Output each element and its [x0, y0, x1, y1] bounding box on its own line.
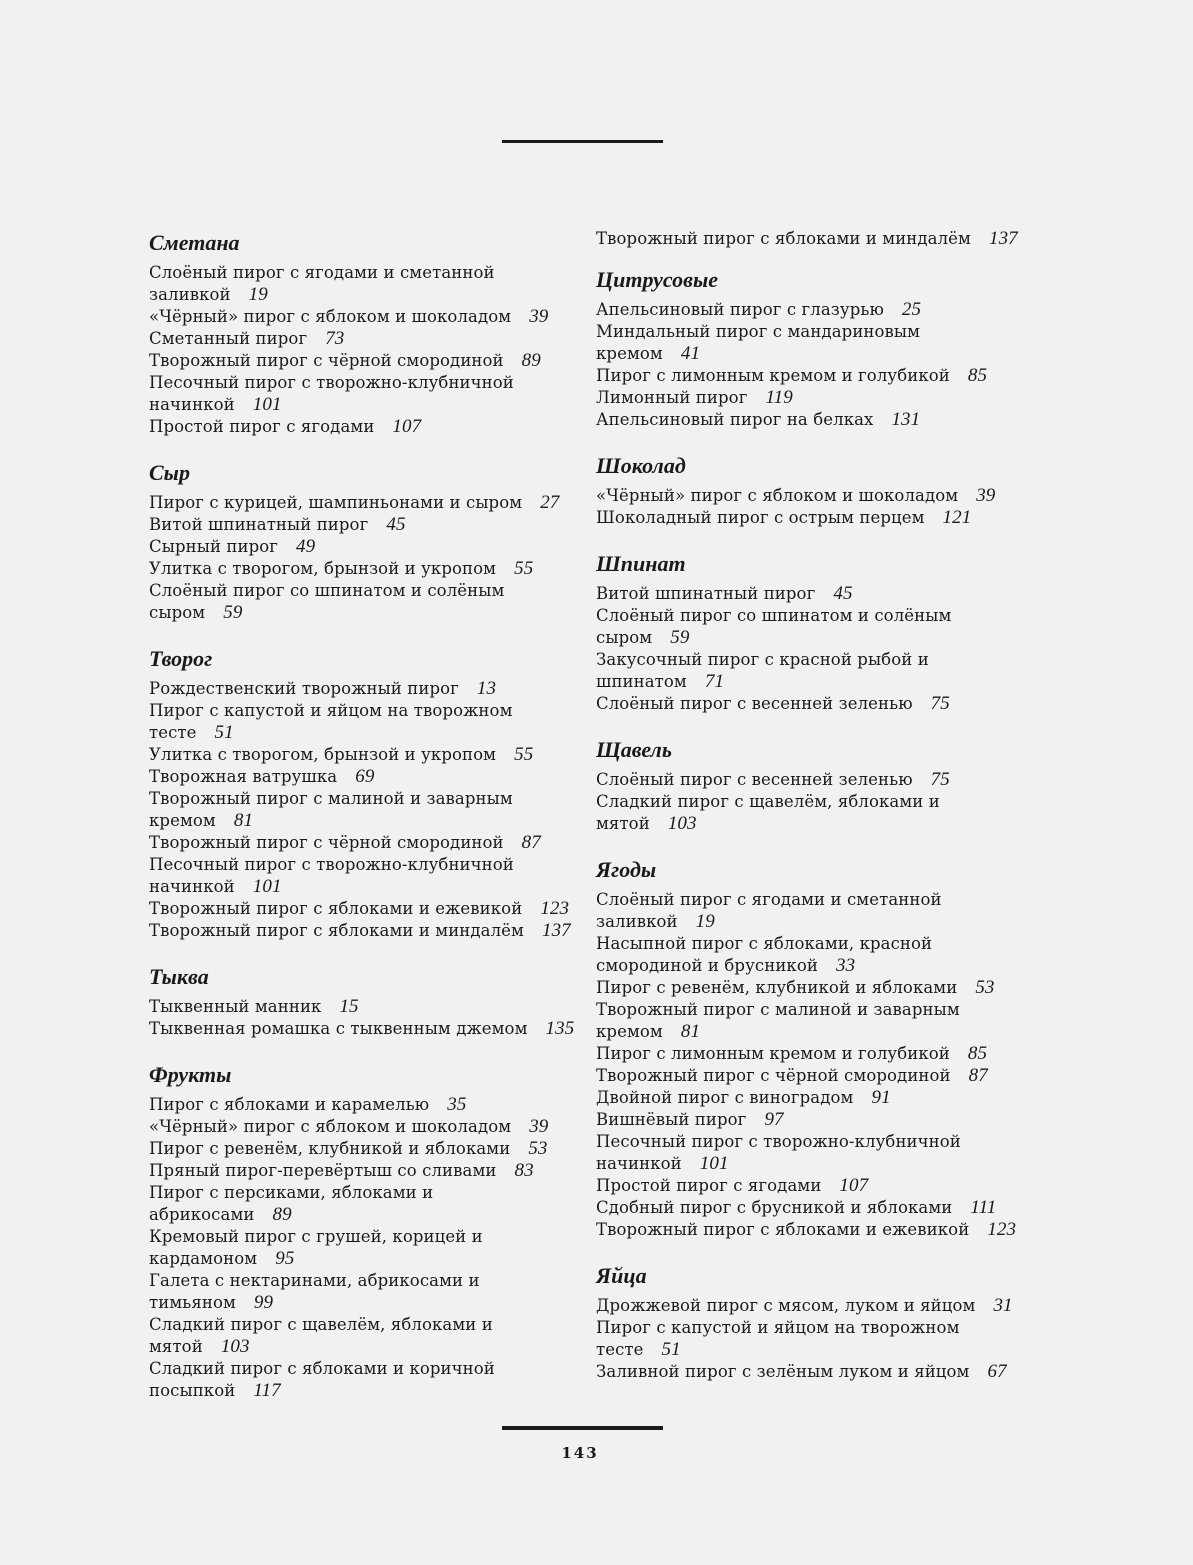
- section-heading: Яйца: [596, 1263, 647, 1288]
- index-entry: [596, 507, 1026, 529]
- recipe-title: Слоёный пирог с ягодами и сметанной заливкой: [149, 263, 495, 304]
- index-entry: [149, 1226, 579, 1270]
- recipe-page-number: 25: [901, 299, 922, 320]
- recipe-title: Дрожжевой пирог с мясом, луком и яйцом: [596, 1296, 976, 1315]
- index-entry: [596, 1131, 1026, 1175]
- recipe-title: Пирог с лимонным кремом и голубикой: [596, 1044, 950, 1063]
- recipe-page-number: 137: [988, 228, 1018, 249]
- index-entry: [149, 580, 579, 624]
- recipe-page-number: 135: [545, 1018, 575, 1039]
- recipe-page-number: 13: [476, 678, 497, 699]
- recipe-title: Пирог с ревенём, клубникой и яблоками: [149, 1139, 511, 1158]
- recipe-page-number: 103: [667, 813, 697, 834]
- recipe-title: Пирог с курицей, шампиньонами и сыром: [149, 493, 523, 512]
- recipe-title: Слоёный пирог со шпинатом и солёным сыром: [149, 581, 505, 622]
- recipe-title: Сметанный пирог: [149, 329, 308, 348]
- index-entry: [149, 920, 579, 942]
- recipe-page-number: 39: [529, 1116, 549, 1137]
- recipe-page-number: 59: [670, 627, 690, 648]
- recipe-title: Сладкий пирог с щавелём, яблоками и мятой: [149, 1315, 493, 1356]
- recipe-page-number: 107: [392, 416, 422, 437]
- recipe-title: Заливной пирог с зелёным луком и яйцом: [596, 1362, 970, 1381]
- recipe-page-number: 49: [296, 536, 316, 557]
- index-section: [596, 855, 1026, 1241]
- recipe-title: Творожный пирог с чёрной смородиной: [596, 1066, 951, 1085]
- index-section: [596, 549, 1026, 715]
- index-entry: [149, 744, 579, 766]
- recipe-title: Витой шпинатный пирог: [149, 515, 369, 534]
- recipe-title: Творожный пирог с малиной и заварным кремом: [149, 789, 513, 830]
- recipe-page-number: 137: [541, 920, 571, 941]
- recipe-title: Апельсиновый пирог на белках: [596, 410, 874, 429]
- index-entry: [149, 766, 579, 788]
- index-entry: [596, 321, 1026, 365]
- section-heading: Шпинат: [596, 551, 686, 576]
- recipe-title: Двойной пирог с виноградом: [596, 1088, 854, 1107]
- index-entry: [596, 693, 1026, 715]
- recipe-page-number: 71: [704, 671, 725, 692]
- index-entry: [149, 262, 579, 306]
- index-entry: [149, 1138, 579, 1160]
- recipe-page-number: 103: [220, 1336, 250, 1357]
- recipe-page-number: 53: [975, 977, 995, 998]
- recipe-page-number: 99: [253, 1292, 274, 1313]
- recipe-title: Творожный пирог с яблоками и миндалём: [596, 229, 971, 248]
- recipe-title: Сырный пирог: [149, 537, 279, 556]
- index-entry: [596, 1175, 1026, 1197]
- recipe-title: «Чёрный» пирог с яблоком и шоколадом: [149, 307, 512, 326]
- index-entry: [596, 791, 1026, 835]
- recipe-title: Слоёный пирог с весенней зеленью: [596, 694, 913, 713]
- recipe-title: Простой пирог с ягодами: [149, 417, 375, 436]
- recipe-title: Улитка с творогом, брынзой и укропом: [149, 559, 497, 578]
- index-entry: [149, 492, 579, 514]
- recipe-title: Слоёный пирог с весенней зеленью: [596, 770, 913, 789]
- recipe-title: Витой шпинатный пирог: [596, 584, 816, 603]
- index-entry: [596, 409, 1026, 431]
- recipe-title: Песочный пирог с творожно-клубничной начинкой: [149, 373, 514, 414]
- index-entry: [149, 1160, 579, 1182]
- recipe-page-number: 59: [223, 602, 243, 623]
- recipe-page-number: 75: [930, 693, 950, 714]
- index-entry: [149, 514, 579, 536]
- index-entry: [149, 788, 579, 832]
- index-entry: [149, 678, 579, 700]
- recipe-title: Кремовый пирог с грушей, корицей и кардамоном: [149, 1227, 483, 1268]
- recipe-title: Шоколадный пирог с острым перцем: [596, 508, 925, 527]
- recipe-title: Сладкий пирог с щавелём, яблоками и мятой: [596, 792, 940, 833]
- index-entry: [149, 416, 579, 438]
- recipe-page-number: 81: [233, 810, 254, 831]
- recipe-page-number: 131: [891, 409, 921, 430]
- top-rule: [502, 140, 663, 143]
- recipe-page-number: 55: [514, 558, 534, 579]
- recipe-page-number: 55: [514, 744, 534, 765]
- index-section: [596, 735, 1026, 835]
- recipe-title: Пирог с ревенём, клубникой и яблоками: [596, 978, 958, 997]
- recipe-page-number: 73: [325, 328, 345, 349]
- recipe-page-number: 45: [833, 583, 853, 604]
- recipe-title: Рождественский творожный пирог: [149, 679, 459, 698]
- recipe-page-number: 27: [540, 492, 560, 513]
- index-entry: [149, 1182, 579, 1226]
- recipe-title: Миндальный пирог с мандариновым кремом: [596, 322, 921, 363]
- index-section: [149, 228, 579, 438]
- recipe-title: Песочный пирог с творожно-клубничной начинкой: [149, 855, 514, 896]
- index-entry: [149, 700, 579, 744]
- page-number: 143: [561, 1444, 599, 1462]
- recipe-title: Закусочный пирог с красной рыбой и шпинатом: [596, 650, 929, 691]
- recipe-page-number: 89: [521, 350, 541, 371]
- recipe-page-number: 111: [970, 1197, 997, 1218]
- index-entry: [149, 1018, 579, 1040]
- recipe-title: «Чёрный» пирог с яблоком и шоколадом: [596, 486, 959, 505]
- recipe-title: Сдобный пирог с брусникой и яблоками: [596, 1198, 953, 1217]
- recipe-title: Сладкий пирог с яблоками и коричной посыпкой: [149, 1359, 495, 1400]
- recipe-page-number: 95: [275, 1248, 295, 1269]
- index-section: [596, 1261, 1026, 1383]
- recipe-title: Творожная ватрушка: [149, 767, 338, 786]
- index-entry: [149, 1270, 579, 1314]
- index-entry: [149, 558, 579, 580]
- recipe-page-number: 107: [839, 1175, 869, 1196]
- index-entry: [149, 1116, 579, 1138]
- recipe-title: Пряный пирог-перевёртыш со сливами: [149, 1161, 497, 1180]
- index-entry: [596, 1065, 1026, 1087]
- recipe-page-number: 67: [987, 1361, 1007, 1382]
- recipe-page-number: 53: [528, 1138, 548, 1159]
- recipe-title: Творожный пирог с чёрной смородиной: [149, 351, 504, 370]
- recipe-page-number: 75: [930, 769, 950, 790]
- index-entry: [596, 1087, 1026, 1109]
- recipe-title: Пирог с капустой и яйцом на творожном тесте: [149, 701, 513, 742]
- index-entry: [596, 1109, 1026, 1131]
- index-section: [149, 962, 579, 1040]
- recipe-title: Творожный пирог с малиной и заварным кремом: [596, 1000, 960, 1041]
- recipe-page-number: 119: [765, 387, 793, 408]
- section-heading: Цитрусовые: [596, 267, 719, 292]
- index-entry: [596, 1317, 1026, 1361]
- index-entry: [149, 536, 579, 558]
- recipe-page-number: 51: [661, 1339, 681, 1360]
- recipe-title: Насыпной пирог с яблоками, красной смородиной и брусникой: [596, 934, 933, 975]
- index-entry: [149, 306, 579, 328]
- index-entry: [149, 996, 579, 1018]
- section-heading: Щавель: [596, 737, 672, 762]
- recipe-title: Тыквенный манник: [149, 997, 322, 1016]
- recipe-page-number: 87: [968, 1065, 988, 1086]
- recipe-page-number: 101: [699, 1153, 729, 1174]
- index-section: [596, 228, 1026, 250]
- section-heading: Фрукты: [149, 1062, 232, 1087]
- section-heading: Творог: [149, 646, 213, 671]
- index-entry: [596, 365, 1026, 387]
- bottom-rule: [502, 1426, 663, 1430]
- index-entry: [596, 1197, 1026, 1219]
- recipe-title: Тыквенная ромашка с тыквенным джемом: [149, 1019, 528, 1038]
- index-column-left: [149, 228, 579, 1422]
- index-entry: [149, 350, 579, 372]
- index-entry: [596, 387, 1026, 409]
- recipe-title: Слоёный пирог со шпинатом и солёным сыром: [596, 606, 952, 647]
- section-heading: Сметана: [149, 230, 240, 255]
- recipe-page-number: 89: [272, 1204, 292, 1225]
- recipe-title: Творожный пирог с яблоками и ежевикой: [149, 899, 523, 918]
- index-entry: [596, 1361, 1026, 1383]
- index-entry: [596, 605, 1026, 649]
- recipe-page-number: 51: [214, 722, 234, 743]
- recipe-title: Улитка с творогом, брынзой и укропом: [149, 745, 497, 764]
- index-entry: [149, 854, 579, 898]
- index-section: [596, 265, 1026, 431]
- recipe-page-number: 91: [871, 1087, 891, 1108]
- recipe-page-number: 85: [967, 1043, 988, 1064]
- recipe-page-number: 123: [540, 898, 570, 919]
- recipe-title: «Чёрный» пирог с яблоком и шоколадом: [149, 1117, 512, 1136]
- index-entry: [596, 933, 1026, 977]
- index-entry: [596, 1043, 1026, 1065]
- recipe-title: Простой пирог с ягодами: [596, 1176, 822, 1195]
- index-entry: [149, 832, 579, 854]
- index-entry: [149, 1314, 579, 1358]
- recipe-title: Слоёный пирог с ягодами и сметанной заливкой: [596, 890, 942, 931]
- index-entry: [596, 1219, 1026, 1241]
- index-entry: [149, 1358, 579, 1402]
- recipe-page-number: 117: [253, 1380, 281, 1401]
- index-entry: [596, 649, 1026, 693]
- recipe-page-number: 97: [764, 1109, 784, 1130]
- recipe-page-number: 121: [942, 507, 972, 528]
- index-section: [149, 458, 579, 624]
- recipe-page-number: 39: [976, 485, 996, 506]
- recipe-page-number: 19: [695, 911, 715, 932]
- recipe-page-number: 39: [529, 306, 549, 327]
- index-entry: [149, 328, 579, 350]
- recipe-page-number: 85: [967, 365, 988, 386]
- recipe-page-number: 69: [355, 766, 375, 787]
- recipe-page-number: 19: [248, 284, 268, 305]
- index-entry: [596, 977, 1026, 999]
- index-entry: [596, 999, 1026, 1043]
- recipe-title: Пирог с яблоками и карамелью: [149, 1095, 430, 1114]
- recipe-title: Вишнёвый пирог: [596, 1110, 747, 1129]
- recipe-page-number: 101: [252, 876, 282, 897]
- recipe-page-number: 123: [987, 1219, 1017, 1240]
- index-section: [149, 644, 579, 942]
- recipe-page-number: 81: [680, 1021, 701, 1042]
- recipe-page-number: 41: [680, 343, 701, 364]
- section-heading: Сыр: [149, 460, 190, 485]
- index-entry: [596, 228, 1026, 250]
- recipe-title: Творожный пирог с яблоками и ежевикой: [596, 1220, 970, 1239]
- recipe-page-number: 83: [514, 1160, 534, 1181]
- index-entry: [149, 372, 579, 416]
- index-entry: [596, 299, 1026, 321]
- recipe-page-number: 87: [521, 832, 541, 853]
- section-heading: Ягоды: [596, 857, 657, 882]
- recipe-title: Лимонный пирог: [596, 388, 748, 407]
- recipe-title: Галета с нектаринами, абрикосами и тимьяном: [149, 1271, 480, 1312]
- recipe-title: Пирог с персиками, яблоками и абрикосами: [149, 1183, 434, 1224]
- recipe-page-number: 101: [252, 394, 282, 415]
- index-entry: [596, 583, 1026, 605]
- recipe-title: Пирог с капустой и яйцом на творожном тесте: [596, 1318, 960, 1359]
- recipe-title: Творожный пирог с яблоками и миндалём: [149, 921, 524, 940]
- index-entry: [149, 1094, 579, 1116]
- recipe-page-number: 33: [835, 955, 856, 976]
- index-entry: [596, 889, 1026, 933]
- recipe-title: Песочный пирог с творожно-клубничной начинкой: [596, 1132, 961, 1173]
- recipe-page-number: 31: [993, 1295, 1013, 1316]
- recipe-page-number: 45: [386, 514, 406, 535]
- section-heading: Шоколад: [596, 453, 686, 478]
- index-entry: [149, 898, 579, 920]
- section-heading: Тыква: [149, 964, 209, 989]
- recipe-page-number: 15: [339, 996, 359, 1017]
- index-column-right: [596, 228, 1026, 1403]
- index-section: [596, 451, 1026, 529]
- index-section: [149, 1060, 579, 1402]
- index-entry: [596, 769, 1026, 791]
- recipe-title: Творожный пирог с чёрной смородиной: [149, 833, 504, 852]
- index-entry: [596, 1295, 1026, 1317]
- recipe-title: Пирог с лимонным кремом и голубикой: [596, 366, 950, 385]
- recipe-title: Апельсиновый пирог с глазурью: [596, 300, 884, 319]
- index-entry: [596, 485, 1026, 507]
- recipe-page-number: 35: [447, 1094, 467, 1115]
